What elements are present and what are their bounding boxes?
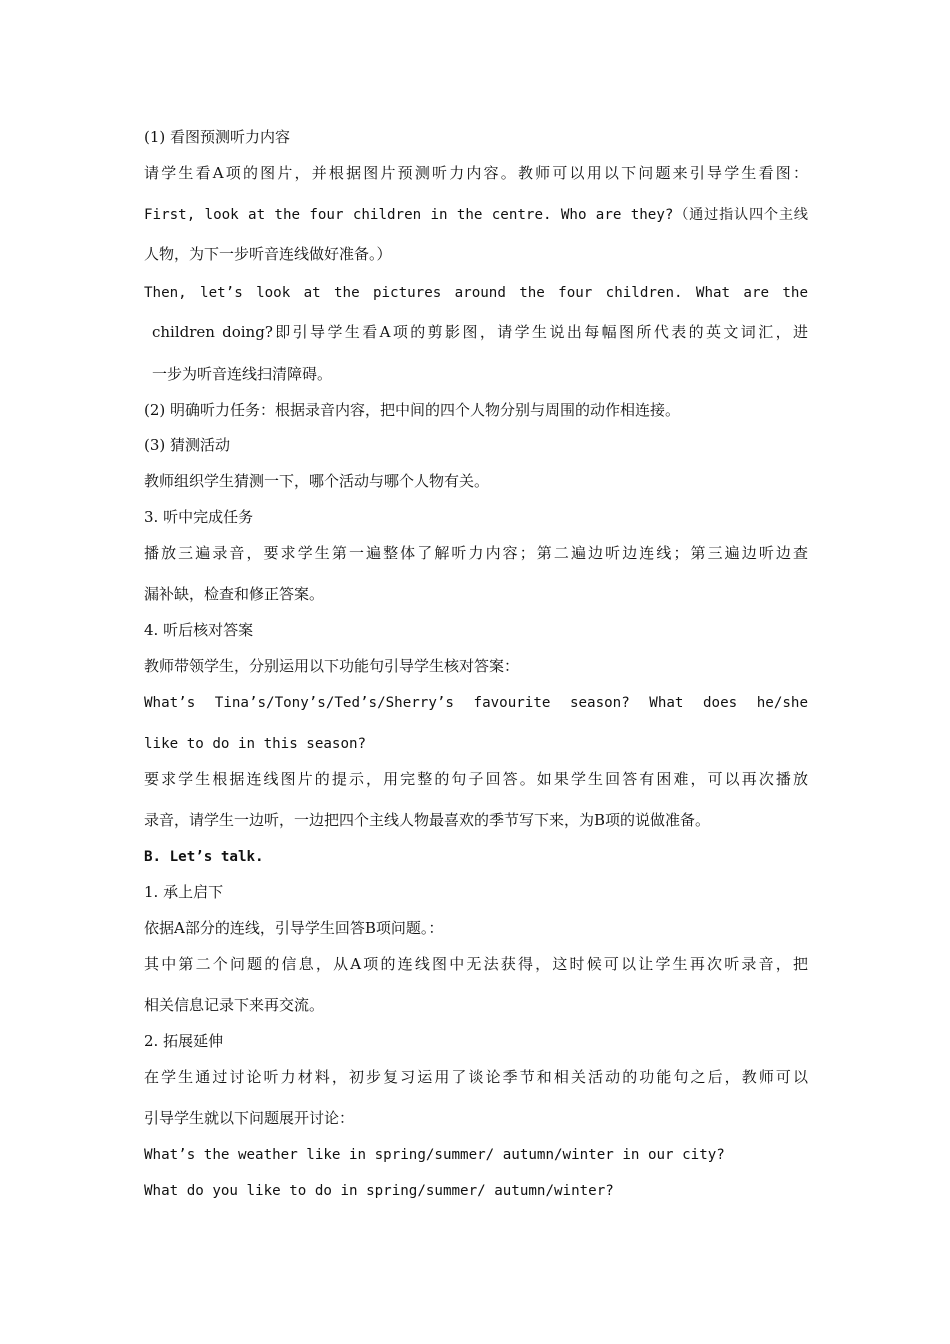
paragraph-line: 录音，请学生一边听，一边把四个主线人物最喜欢的季节写下来，为B项的说做准备。: [144, 811, 711, 829]
question-line: What do you like to do in spring/summer/ autumn/winter?: [144, 1183, 614, 1199]
paragraph-line: children doing?即引导学生看A项的剪影图，请学生说出每幅图所代表的英文词汇，进: [152, 323, 808, 341]
question-line: What’s the weather like in spring/summer/ autumn/winter in our city?: [144, 1147, 725, 1163]
step-1-heading: 1. 承上启下: [144, 883, 224, 901]
paragraph-line: First, look at the four children in the centre. Who are they?（通过指认四个主线: [144, 207, 808, 223]
section-3-heading: 3. 听中完成任务: [144, 508, 254, 526]
step-3-heading: (3) 猜测活动: [144, 436, 231, 454]
paragraph-line: 请学生看A项的图片，并根据图片预测听力内容。教师可以用以下问题来引导学生看图：: [144, 164, 808, 182]
paragraph-line: 依据A部分的连线，引导学生回答B项问题。：: [144, 919, 444, 937]
paragraph-line: 教师带领学生，分别运用以下功能句引导学生核对答案：: [144, 657, 520, 675]
paragraph-line: 其中第二个问题的信息，从A项的连线图中无法获得，这时候可以让学生再次听录音，把: [144, 955, 808, 973]
paragraph-line: Then, let’s look at the pictures around the four children. What are the: [144, 285, 808, 301]
paragraph-line: 一步为听音连线扫清障碍。: [152, 365, 333, 383]
paragraph-line: 引导学生就以下问题展开讨论：: [144, 1109, 355, 1127]
paragraph-line: 要求学生根据连线图片的提示，用完整的句子回答。如果学生回答有困难，可以再次播放: [144, 770, 808, 788]
section-4-heading: 4. 听后核对答案: [144, 621, 254, 639]
paragraph-line: 播放三遍录音，要求学生第一遍整体了解听力内容；第二遍边听边连线；第三遍边听边查: [144, 544, 808, 562]
step-2-heading: 2. 拓展延伸: [144, 1032, 224, 1050]
question-line: What’s Tina’s/Tony’s/Ted’s/Sherry’s favourite season? What does he/she: [144, 695, 808, 711]
section-b-heading: B. Let’s talk.: [144, 849, 264, 865]
paragraph-line: 教师组织学生猜测一下，哪个活动与哪个人物有关。: [144, 472, 490, 490]
step-2-heading: (2) 明确听力任务：根据录音内容，把中间的四个人物分别与周围的动作相连接。: [144, 401, 681, 419]
question-line: like to do in this season?: [144, 736, 367, 752]
paragraph-line: 人物，为下一步听音连线做好准备。）: [144, 245, 392, 263]
paragraph-line: 漏补缺，检查和修正答案。: [144, 585, 325, 603]
step-1-heading: (1) 看图预测听力内容: [144, 128, 291, 146]
paragraph-line: 在学生通过讨论听力材料，初步复习运用了谈论季节和相关活动的功能句之后，教师可以: [144, 1068, 808, 1086]
paragraph-line: 相关信息记录下来再交流。: [144, 996, 325, 1014]
